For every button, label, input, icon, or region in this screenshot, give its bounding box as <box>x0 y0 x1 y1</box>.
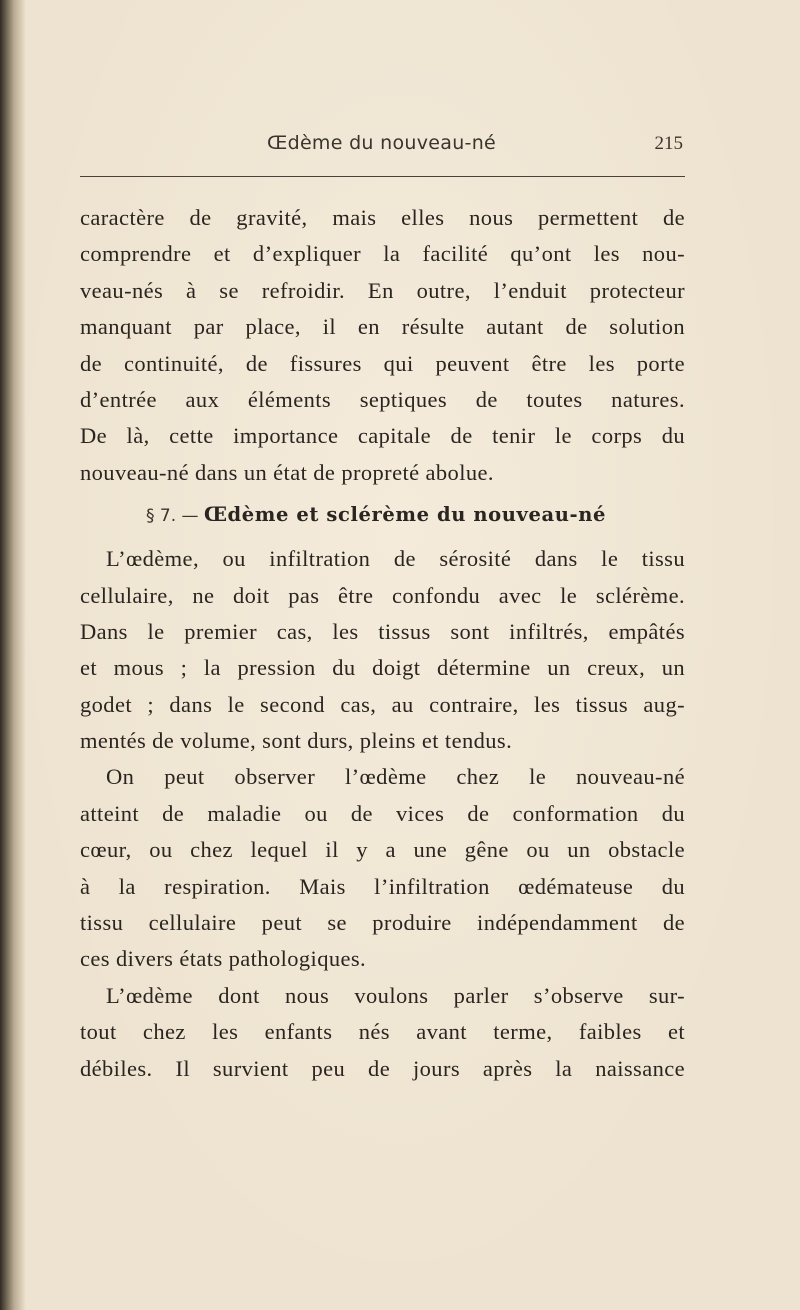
text-line: L’œdème dont nous voulons parler s’observe sur- <box>106 982 685 1008</box>
text-line: mentés de volume, sont durs, pleins et tendus. <box>80 728 513 754</box>
text-line: débiles. Il survient peu de jours après la naissance <box>80 1055 685 1081</box>
body-text <box>80 200 685 1087</box>
text-line: godet ; dans le second cas, au contraire, les tissus aug- <box>80 691 685 717</box>
text-line: L’œdème, ou infiltration de sérosité dans le tissu <box>106 546 685 572</box>
text-line: manquant par place, il en résulte autant de solution <box>80 314 685 340</box>
text-line: Dans le premier cas, les tissus sont infiltrés, empâtés <box>80 618 685 644</box>
text-line: caractère de gravité, mais elles nous permettent de <box>80 205 685 230</box>
text-line: à la respiration. Mais l’infiltration œdémateuse du <box>80 873 685 899</box>
text-line: nouveau-né dans un état de propreté abolue. <box>80 459 494 485</box>
section-heading <box>80 493 685 537</box>
text-line: On peut observer l’œdème chez le nouveau-né <box>106 764 685 790</box>
text-line: de continuité, de fissures qui peuvent être les porte <box>80 350 685 376</box>
spine-shadow <box>0 0 26 1310</box>
text-line: tissu cellulaire peut se produire indépendamment de <box>80 910 685 936</box>
section-number: § 7. — <box>146 506 204 527</box>
text-line: d’entrée aux éléments septiques de toutes natures. <box>80 386 685 412</box>
section-title: Œdème et sclérème du nouveau-né <box>203 503 606 527</box>
text-line: comprendre et d’expliquer la facilité qu’ont les nou- <box>80 241 685 267</box>
header-rule <box>80 176 685 177</box>
text-line: De là, cette importance capitale de tenir le corps du <box>80 423 685 449</box>
text-line: cellulaire, ne doit pas être confondu avec le sclérème. <box>80 582 685 608</box>
text-line: cœur, ou chez lequel il y a une gêne ou un obstacle <box>80 837 685 863</box>
page-number: 215 <box>654 133 683 154</box>
text-line: et mous ; la pression du doigt détermine un creux, un <box>80 655 685 681</box>
text-line: veau-nés à se refroidir. En outre, l’enduit protecteur <box>80 277 685 303</box>
running-header-title: Œdème du nouveau-né <box>266 132 497 154</box>
running-header <box>80 132 683 162</box>
text-line: tout chez les enfants nés avant terme, faibles et <box>80 1019 685 1045</box>
text-line: atteint de maladie ou de vices de conformation du <box>80 800 685 826</box>
text-line: ces divers états pathologiques. <box>80 946 367 972</box>
